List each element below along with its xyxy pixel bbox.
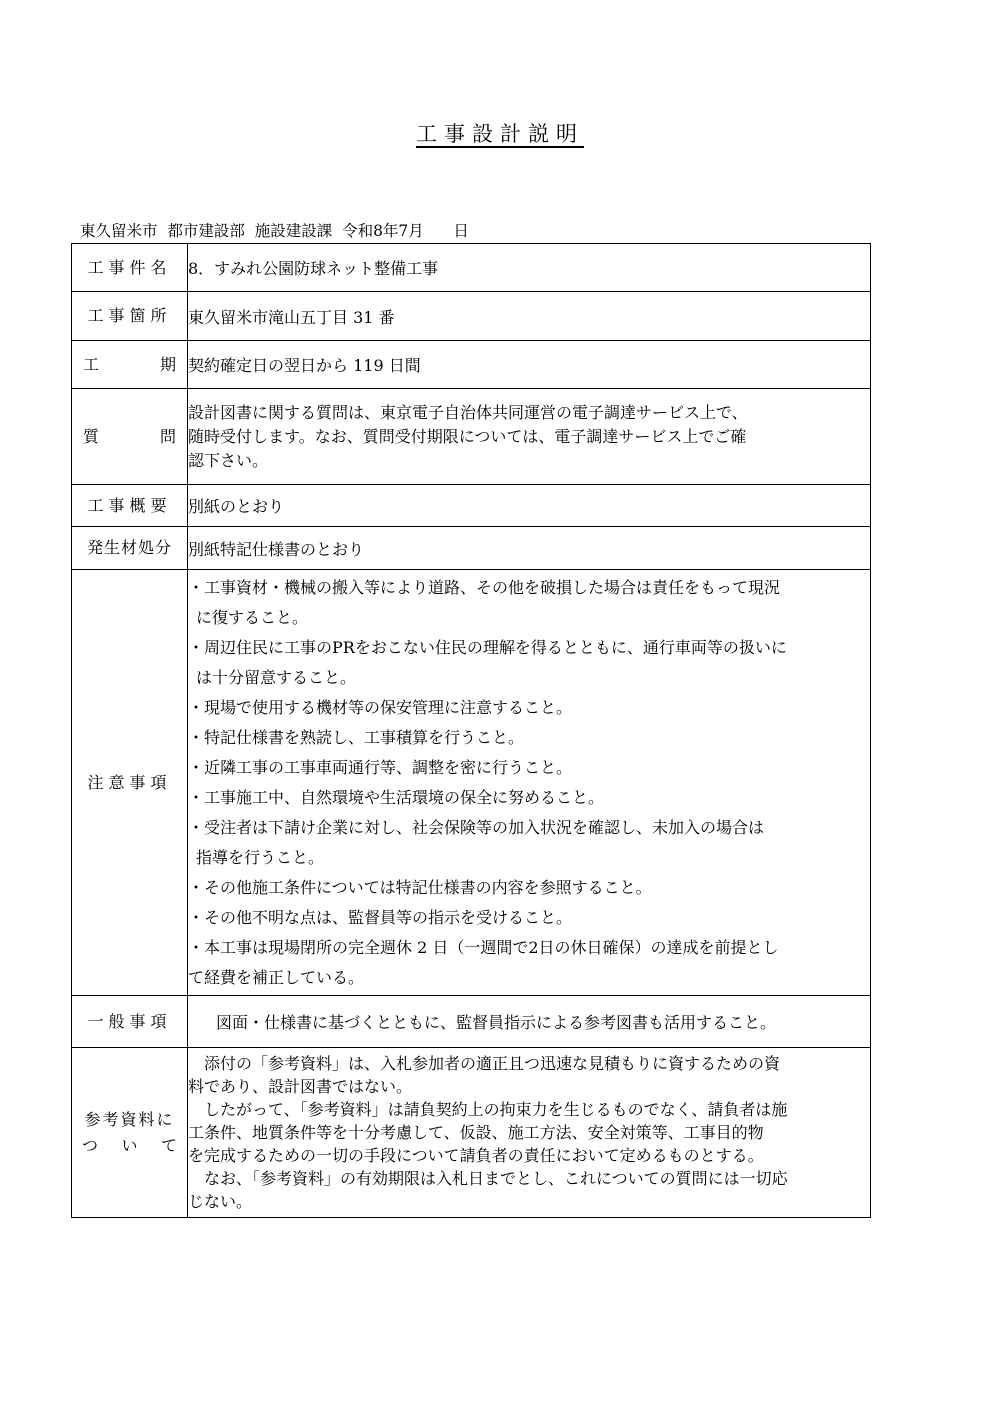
value-period: 契約確定日の翌日から 119 日間 [188,341,871,389]
note-item: ・現場で使用する機材等の保安管理に注意すること。 [188,697,573,717]
value-general: 図面・仕様書に基づくとともに、監督員指示による参考図書も活用すること。 [188,996,871,1048]
note-item: ・工事施工中、自然環境や生活環境の保全に努めること。 [188,787,605,807]
value-waste: 別紙特記仕様書のとおり [188,527,871,570]
reference-line: 工条件、地質条件等を十分考慮して、仮設、施工方法、安全対策等、工事目的物 [188,1123,764,1142]
spec-table [71,243,871,1218]
label-notes: 注意事項 [72,570,188,996]
reference-line: じない。 [188,1192,253,1211]
value-location: 東久留米市滝山五丁目 31 番 [188,292,871,341]
row-name [72,244,871,292]
questions-line: 随時受付します。なお、質問受付期限については、電子調達サービス上でご確 [188,426,747,446]
reference-line: を完成するための一切の手段について請負者の責任において定めるものとする。 [188,1146,764,1165]
note-item: ・特記仕様書を熟読し、工事積算を行うこと。 [188,727,525,747]
label-questions: 質 問 [72,389,188,485]
note-item: ・近隣工事の工事車両通行等、調整を密に行うこと。 [188,757,573,777]
label-location: 工事箇所 [72,292,188,341]
value-reference [188,1048,871,1218]
row-general [72,996,871,1048]
page-title: 工事設計説明 [416,122,584,146]
row-location [72,292,871,341]
questions-line: 設計図書に関する質問は、東京電子自治体共同運営の電子調達サービス上で、 [188,402,748,422]
note-item: ・工事資材・機械の搬入等により道路、その他を破損した場合は責任をもって現況 に復すること。 [188,577,781,627]
row-reference [72,1048,871,1218]
value-notes [188,570,871,996]
note-item: ・その他施工条件については特記仕様書の内容を参照すること。 [188,877,652,897]
value-name: 8．すみれ公園防球ネット整備工事 [188,244,871,292]
reference-line: 添付の「参考資料」は、入札参加者の適正且つ迅速な見積もりに資するための資 [204,1054,781,1073]
reference-line: 料であり、設計図書ではない。 [188,1077,413,1096]
note-item: ・周辺住民に工事のPRをおこない住民の理解を得るとともに、通行車両等の扱いに は十分留意すること。 [188,637,787,687]
row-notes [72,570,871,996]
label-period: 工 期 [72,341,188,389]
label-waste: 発生材処分 [72,527,188,570]
reference-line: なお、「参考資料」の有効期限は入札日までとし、これについての質問には一切応 [204,1169,788,1188]
value-questions [188,389,871,485]
row-waste [72,527,871,570]
note-item: ・その他不明な点は、監督員等の指示を受けること。 [188,907,573,927]
label-name: 工事件名 [72,244,188,292]
label-general: 一般事項 [72,996,188,1048]
note-item: ・本工事は現場閉所の完全週休 2 日（一週間で2日の休日確保）の達成を前提とし て経費を補正している。 [188,937,779,987]
questions-line: 認下さい。 [188,450,269,470]
note-item: ・受注者は下請け企業に対し、社会保険等の加入状況を確認し、未加入の場合は 指導を行うこと。 [188,817,765,867]
row-period [72,341,871,389]
reference-line: したがって、「参考資料」は請負契約上の拘束力を生じるものでなく、請負者は施 [204,1100,788,1119]
row-overview [72,485,871,527]
issuer-line: 東久留米市 都市建設部 施設建設課 令和8年7月 日 [80,222,469,240]
value-overview: 別紙のとおり [188,485,871,527]
label-overview: 工事概要 [72,485,188,527]
row-questions [72,389,871,485]
label-reference: 参考資料に つ い て [72,1048,188,1218]
